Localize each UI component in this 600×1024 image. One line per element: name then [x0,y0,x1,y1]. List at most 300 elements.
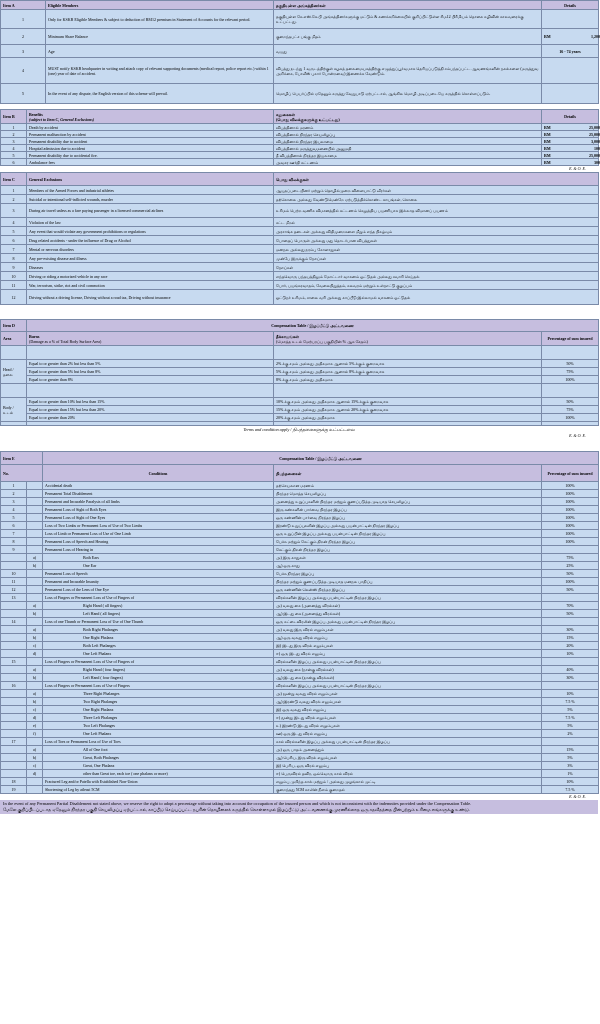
row-sub-index [27,514,43,522]
row-percentage: 50% [542,610,599,618]
section-c-table [0,172,599,305]
row-tamil: இரண்டு உறுப்புகளின் இழப்பு அல்லது பயன்பாட்டின் நிரந்தர இழப்பு [274,522,542,530]
row-number: 6 [1,159,27,166]
row-sub-index: e) [27,722,43,730]
section-c-title-en: General Exclusions [27,173,274,186]
row-english: Both Right Phalanges [43,626,274,634]
row-number: 5 [1,152,27,159]
row-sub-index [27,522,43,530]
row-english: Permanent and Incurable Insanity [43,578,274,586]
row-english: During air travel unless as a fare paying passenger in a licensed commercial airlines [27,204,274,218]
row-number: 9 [1,263,27,272]
row-number: 2 [1,490,27,498]
row-english: Loss of Two Limbs or Permanent Loss of Use of Two Limbs [43,522,274,530]
row-number: 4 [1,145,27,152]
row-english: Members of the Armed Forces and industrial athletes [27,186,274,195]
compensation-row [1,706,599,714]
row-percentage: 15% [542,746,599,754]
row-sub-index [27,530,43,538]
currency: RM [544,34,551,39]
compensation-row [1,754,599,762]
row-percentage: 100% [542,578,599,586]
row-percentage: 25% [542,562,599,570]
burn-row [1,376,599,384]
row-number [1,730,27,738]
row-number: 5 [1,84,46,104]
row-percentage [542,618,599,626]
row-sub-index: d) [27,714,43,722]
row-tamil: 15% க்கு சமம் அல்லது அதிகமாக ஆனால் 20% க்கும் குறைவாக [274,406,542,414]
row-number [1,690,27,698]
conditions-header-ta: நிபந்தனைகள் [274,465,542,482]
benefit-row [1,159,599,166]
compensation-row [1,618,599,626]
row-details [542,58,599,84]
row-number: 3 [1,498,27,506]
row-english: Ambulance fees [27,159,274,166]
row-number: 8 [1,538,27,546]
section-a-table [0,0,599,104]
section-e-label: Item E [1,452,43,465]
row-number [1,634,27,642]
row-english: Left Hand ( all fingers) [43,610,274,618]
row-english: Both Ears [43,554,274,562]
benefit-row [1,145,599,152]
compensation-row [1,730,599,738]
row-sub-index [27,498,43,506]
row-english: Permanent Loss of Speech [43,570,274,578]
burns-subtitle-ta: (மொத்த உடல் மேற்பரப்பு பகுதியின் % ஆக சேதம்) [276,338,368,344]
section-b-title-en [27,110,274,124]
burn-row [1,368,599,376]
row-sub-index: a) [27,666,43,674]
row-percentage: 100% [542,414,599,422]
exclusion-row [1,227,599,236]
row-tamil: அரசாங்க தடைகள் அல்லது விதிமுறைகளை மீறும் எந்த நிகழ்வும் [274,227,599,236]
row-tamil: விபத்தினால் மருத்துவமனையில் அனுமதி [274,145,542,152]
row-tamil: தற்கொலை அல்லது வேண்டுமென்றே ஏற்படுத்திக்கொண்ட காயங்கள், கொலை [274,195,599,204]
section-a-row [1,10,599,29]
row-sub-index [27,570,43,578]
row-tamil: தீ விபத்தினால் நிரந்தர இயலாமை [274,152,542,159]
row-number: 13 [1,594,27,602]
compensation-row [1,714,599,722]
row-english: Loss of Toes or Permanent Loss of Use of Toes [43,738,274,746]
row-percentage: 75% [542,406,599,414]
row-tamil: விபத்தினால் மரணம் [274,124,542,131]
compensation-row [1,634,599,642]
amount: 100 [594,145,600,151]
exclusion-row [1,218,599,227]
row-tamil: மனநல அல்லது நரம்பு கோளாறுகள் [274,245,599,254]
row-english: Fractured Leg and/or Patella with Established Non-Union [43,778,274,786]
row-tamil: ஒரு கட்டைவிரலின் இழப்பு அல்லது பயன்பாட்டின் நிரந்தர இழப்பு [274,618,542,626]
section-d-title: Compensation Table / இழப்பீட்டு அட்டவணை [27,320,599,332]
compensation-row [1,778,599,786]
section-b-title-ta [274,110,542,124]
benefit-row [1,124,599,131]
row-tamil: அ) வலது இரு விரல் எலும்புகள் [274,626,542,634]
benefit-row [1,152,599,159]
section-d-label: Item D [1,320,27,332]
row-tamil: அ) வலது கை (நான்கு விரல்கள்) [274,666,542,674]
row-sub-index [27,586,43,594]
row-english: Permanent malfunction by accident [27,131,274,138]
row-percentage: 5% [542,722,599,730]
amount: 25,000 [589,152,600,158]
row-english: Permanent Loss of Sight of One Eyes [43,514,274,522]
no-header: No. [1,465,43,482]
row-tamil: உரிமம் பெற்ற வணிக விமானத்தில் கட்டணம் செலுத்திய பயணியாக இல்லாத விமானப் பயணம் [274,204,599,218]
row-number [1,770,27,778]
row-number: 10 [1,272,27,281]
compensation-row [1,578,599,586]
row-number: 16 [1,682,27,690]
row-number [1,650,27,658]
burn-row [1,406,599,414]
row-english: Shortening of Leg by atleast 5CM [43,786,274,794]
row-number: 5 [1,514,27,522]
row-english: Violation of the law [27,218,274,227]
row-english: Driving without a driving license, Driving without a road tax, Driving without insurance [27,290,274,305]
area-head: Head / தலை [1,360,27,384]
row-percentage [542,594,599,602]
row-english: In the event of any dispute, the English version of this scheme will prevail. [46,84,274,104]
compensation-row [1,770,599,778]
row-tamil: 2% க்கு சமம் அல்லது அதிகமாக ஆனால் 5% க்கும் குறைவாக [274,360,542,368]
row-tamil: இ) இடது இரு விரல் எலும்புகள் [274,642,542,650]
area-header: Area [1,332,27,346]
row-number [1,554,27,562]
amount: 25,000 [589,124,600,130]
burns-subtitle: (Damage as a % of Total Body Surface Area) [29,338,102,344]
eoe-note: E. & O. E. [569,166,586,171]
row-percentage: 5% [542,754,599,762]
section-e-table [0,451,599,794]
row-english: Permanent disability due to accidental fire. [27,152,274,159]
row-english: Three Right Phalanges [43,690,274,698]
row-tamil: பேச்சு நிரந்தர இழப்பு [274,570,542,578]
section-e-title: Compensation Table / இழப்பீட்டு அட்டவணை [43,452,599,465]
row-sub-index: f) [27,730,43,738]
exclusion-row [1,263,599,272]
compensation-row [1,546,599,554]
compensation-row [1,554,599,562]
row-sub-index: a) [27,626,43,634]
row-english: Permanent Loss of Hearing in [43,546,274,554]
row-number: 1 [1,186,27,195]
percentage-header: Percentage of sum insured [542,465,599,482]
row-english: One Right Phalanx [43,634,274,642]
row-english: Two Left Phalanges [43,722,274,730]
row-number [1,610,27,618]
row-number: 3 [1,204,27,218]
section-b-rows [1,124,599,166]
row-number [1,642,27,650]
row-details: 16 - 74 years [542,45,599,58]
row-tamil: பேச்சு மற்றும் கேட்கும் திறன் நிரந்தர இழப்பு [274,538,542,546]
section-d-table [0,319,599,426]
row-percentage: 10% [542,650,599,658]
row-english: Equal to or greater than 2% but less than 5% [27,360,274,368]
row-sub-index: a) [27,554,43,562]
row-english: Equal to or greater than 10% but less than 15% [27,398,274,406]
row-tamil: ஈ) ஒரு இடது விரல் எலும்பு [274,650,542,658]
burns-title-ta: தீக்காயங்கள் [276,333,299,339]
row-percentage [542,658,599,666]
benefits-subtitle: (subject to Item C, General Exclusions) [29,116,95,122]
row-sub-index: c) [27,706,43,714]
compensation-row [1,506,599,514]
row-percentage: 30% [542,626,599,634]
row-tamil: விபத்தினால் நிரந்தர செயலிழப்பு [274,131,542,138]
row-tamil: ஆ) ஒரு காது [274,562,542,570]
compensation-row [1,682,599,690]
row-sub-index: b) [27,610,43,618]
row-sub-index: a) [27,746,43,754]
row-percentage: 5% [542,706,599,714]
row-number: 9 [1,546,27,554]
row-details [542,29,599,45]
row-details [542,138,599,145]
row-percentage: 50% [542,360,599,368]
row-english: Only for KSKB Eligible Members & subject to deduction of RM12 premium in Statement of Accounts for the relevant period. [46,10,274,29]
row-number: 17 [1,738,27,746]
row-tamil: எந்தவொரு பந்தயத்திலும் மோட்டார் வாகனம் ஓட்டுதல் அல்லது சவாரி செய்தல் [274,272,599,281]
row-english: One Left Phalanx [43,730,274,738]
compensation-row [1,482,599,490]
row-percentage: 1% [542,770,599,778]
section-c-label: Item C [1,173,27,186]
burn-row [1,414,599,422]
row-number: 6 [1,236,27,245]
row-tamil: குறைந்தது 5CM காலின் நீளம் குறைதல் [274,786,542,794]
row-tamil: ஒரு உறுப்பின் இழப்பு அல்லது பயன்பாட்டின் நிரந்தர இழப்பு [274,530,542,538]
benefits-title-ta: சலுகைகள் [276,111,295,117]
row-tamil: கேட்கும் திறன் நிரந்தர இழப்பு [274,546,542,554]
row-english: Permanent and Incurable Paralysis of all limbs [43,498,274,506]
row-tamil: முன்பே இருக்கும் நோய்கள் [274,254,599,263]
row-number [1,762,27,770]
row-tamil: 10% க்கு சமம் அல்லது அதிகமாக ஆனால் 15% க்கும் குறைவாக [274,398,542,406]
row-english: Equal to or greater than 8% [27,376,274,384]
row-english: other than Great toe, each toe ( one phalanx or more) [43,770,274,778]
row-percentage: 100% [542,538,599,546]
exclusion-row [1,281,599,290]
row-sub-index [27,594,43,602]
row-number [1,562,27,570]
row-percentage: 10% [542,690,599,698]
exclusion-row [1,254,599,263]
row-sub-index [27,778,43,786]
row-number [1,706,27,714]
row-sub-index: b) [27,634,43,642]
benefit-row [1,131,599,138]
row-english: Driving or riding a motorized vehicle in any race [27,272,274,281]
row-english: Drug related accidents - under the influence of Drug or Alcohol [27,236,274,245]
row-sub-index [27,682,43,690]
row-english: Mental or nervous disorders [27,245,274,254]
exclusion-row [1,195,599,204]
row-english: One Left Phalanx [43,650,274,658]
burn-row [1,360,599,368]
section-a-title-ta: தகுதியுள்ள அங்கத்தினர்கள் [274,1,542,10]
row-percentage: 50% [542,398,599,406]
section-a-row [1,45,599,58]
row-english: Three Left Phalanges [43,714,274,722]
row-sub-index: a) [27,602,43,610]
row-sub-index: b) [27,754,43,762]
section-e-rows [1,482,599,794]
row-english: Death by accident [27,124,274,131]
row-tamil: சட்ட மீறல் [274,218,599,227]
row-english: Age [46,45,274,58]
burn-row [1,398,599,406]
compensation-row [1,522,599,530]
burns-header-ta [274,332,542,346]
row-percentage: 100% [542,514,599,522]
row-number: 1 [1,124,27,131]
row-number: 11 [1,281,27,290]
row-tamil: நிரந்தர மற்றும் குணப்படுத்த முடியாத மனநல பாதிப்பு [274,578,542,586]
benefits-title: Benefits [29,111,43,117]
compensation-row [1,530,599,538]
row-tamil: 8% க்கு சமம் அல்லது அதிகமாக [274,376,542,384]
row-tamil: போதைப் பொருள் அல்லது மது தொடர்பான விபத்துகள் [274,236,599,245]
row-tamil: விபத்தினால் நிரந்தர இயலாமை [274,138,542,145]
row-english: Permanent Loss of the Lens of One Eye [43,586,274,594]
row-tamil: தற்செயலான மரணம் [274,482,542,490]
row-percentage: 100% [542,506,599,514]
row-sub-index: b) [27,562,43,570]
row-sub-index: c) [27,642,43,650]
row-tamil: விரல்களின் இழப்பு அல்லது பயன்பாட்டின் நிரந்தர இழப்பு [274,658,542,666]
row-sub-index [27,482,43,490]
row-number [1,746,27,754]
row-percentage: 100% [542,490,599,498]
row-details [542,124,599,131]
row-tamil: ஒரு கண்ணின் லென்ஸ் நிரந்தர இழப்பு [274,586,542,594]
row-number: 12 [1,586,27,594]
row-english: Right Hand ( all fingers) [43,602,274,610]
row-tamil: ஊ) ஒரு இடது விரல் எலும்பு [274,730,542,738]
row-number [1,626,27,634]
row-number [1,698,27,706]
row-tamil: விபத்து நடந்து 1 வருடத்திற்குள் கழகத் தலைமையகத்திற்கு எழுத்துப்பூர்வமாக தெரியப்படுத்தி சம்பந்தப்பட்ட ஆவணங்களின் நகல்களை (மருத்துவ அறிக்கை, போலீஸ் புகார் போன்றவை) இணைக்க வேண்டும். [274,58,542,84]
row-number: 18 [1,778,27,786]
row-tamil: தகுதியுள்ள கே.எஸ்.கே.பி அங்கத்தினர்களுக்கு மட்டும் & கணக்கறிக்கையில் குறிப்பிட்டுள்ள ரிம12 பிரீமியம் தொகை கழிவின் காலவரைக்கு உட்பட்டது. [274,10,542,29]
burns-title: Burns [29,333,40,339]
row-number: 1 [1,482,27,490]
compensation-row [1,762,599,770]
section-a-row [1,29,599,45]
row-percentage: 10% [542,778,599,786]
row-english: Loss of Fingers or Permanent Loss of Use of Fingers of [43,658,274,666]
row-english: Loss of Limb or Permanent Loss of Use of One Limb [43,530,274,538]
row-tamil: ஆயுதப்படையினர் மற்றும் தொழில்முறை விளையாட்டு வீரர்கள் [274,186,599,195]
footer-english: In the event of any Permanent Partial Disablement not stated above, we reserve the right to adopt a percentage without taking into account the occupation of the insured person and which is not inconsistent with the indemnites provided under the Compensation Table. [3,801,472,806]
row-tamil: உ) இரண்டு இடது விரல் எலும்புகள் [274,722,542,730]
section-a-label: Item A [1,1,46,10]
row-tamil: 5% க்கு சமம் அல்லது அதிகமாக ஆனால் 8% க்கும் குறைவாக [274,368,542,376]
percentage-header: Percentage of sum insured [542,332,599,346]
row-percentage: 40% [542,666,599,674]
row-english: Great, Both Phalanges [43,754,274,762]
row-tamil: ஒரு கண்ணின் பார்வை நிரந்தர இழப்பு [274,514,542,522]
row-number [1,666,27,674]
row-number [1,722,27,730]
currency: RM [544,124,551,130]
row-number: 10 [1,570,27,578]
row-sub-index: a) [27,690,43,698]
row-tamil: ஆ) இடது கை (அனைத்து விரல்கள்) [274,610,542,618]
row-percentage [542,546,599,554]
exclusion-row [1,272,599,281]
row-number: 2 [1,195,27,204]
row-english: Any event that would violate any government prohibitions or regulations [27,227,274,236]
compensation-row [1,490,599,498]
compensation-row [1,562,599,570]
amount: 25,000 [589,131,600,137]
section-a-row [1,58,599,84]
row-english: Equal to or greater than 15% but less than 20% [27,406,274,414]
row-details [542,152,599,159]
row-percentage: 75% [542,554,599,562]
compensation-row [1,498,599,506]
row-number: 7 [1,530,27,538]
row-percentage: 2% [542,730,599,738]
row-english: Two Right Phalanges [43,698,274,706]
section-a-details-header: Details [542,1,599,10]
conditions-header: Conditions [43,465,274,482]
footer-tamil: மேலே குறிப்பிடப்படாத ஏதேனும் நிரந்தர பகுதி செயலிழப்பு ஏற்பட்டால், காப்பீடு செய்யப்பட்ட நபரின் தொழிலைக் கருத்தில் கொள்ளாமல் இழப்பீட்டு அட்டவணைக்கு முரணில்லாத ஒரு சதவீதத்தை பின்பற்றும் உரிமை எங்களுக்கு உண்டு. [3,807,470,812]
row-details [542,131,599,138]
row-tamil: ஆ) பெரிய, இரு விரல் எலும்புகள் [274,754,542,762]
row-tamil: விரல்களின் இழப்பு அல்லது பயன்பாட்டின் நிரந்தர இழப்பு [274,594,542,602]
row-english: All of One foot [43,746,274,754]
row-english: Permanent disability due to accident [27,138,274,145]
row-tamil: நிரந்தர மொத்த செயலிழப்பு [274,490,542,498]
row-english: Permanent Loss of Speech and Hearing [43,538,274,546]
eoe-note: E. & O. E. [569,794,586,799]
compensation-row [1,786,599,794]
row-number [1,602,27,610]
currency: RM [544,145,551,151]
row-tamil: எலும்பு முறிந்த கால் மற்றும் / அல்லது முழங்கால் முட்டி [274,778,542,786]
row-english: Both Left Phalanges [43,642,274,650]
row-tamil: குறைந்தபட்ச பங்கு மீதம் [274,29,542,45]
row-number [1,714,27,722]
row-percentage: 7.5 % [542,714,599,722]
section-a-title-en: Eligible Members [46,1,274,10]
row-english: Equal to or greater than 20% [27,414,274,422]
row-sub-index [27,738,43,746]
compensation-row [1,594,599,602]
row-sub-index [27,658,43,666]
row-tamil: ஈ) பெருவிரல் தவிர, ஒவ்வொரு கால் விரல் [274,770,542,778]
row-percentage [542,682,599,690]
row-english: Great, One Phalanx [43,762,274,770]
currency: RM [544,138,551,144]
row-sub-index: b) [27,698,43,706]
row-number: 6 [1,522,27,530]
compensation-row [1,666,599,674]
row-percentage [542,738,599,746]
row-number: 4 [1,506,27,514]
row-number: 11 [1,578,27,586]
row-percentage: 3% [542,762,599,770]
area-body: Body / உடல் [1,398,27,422]
